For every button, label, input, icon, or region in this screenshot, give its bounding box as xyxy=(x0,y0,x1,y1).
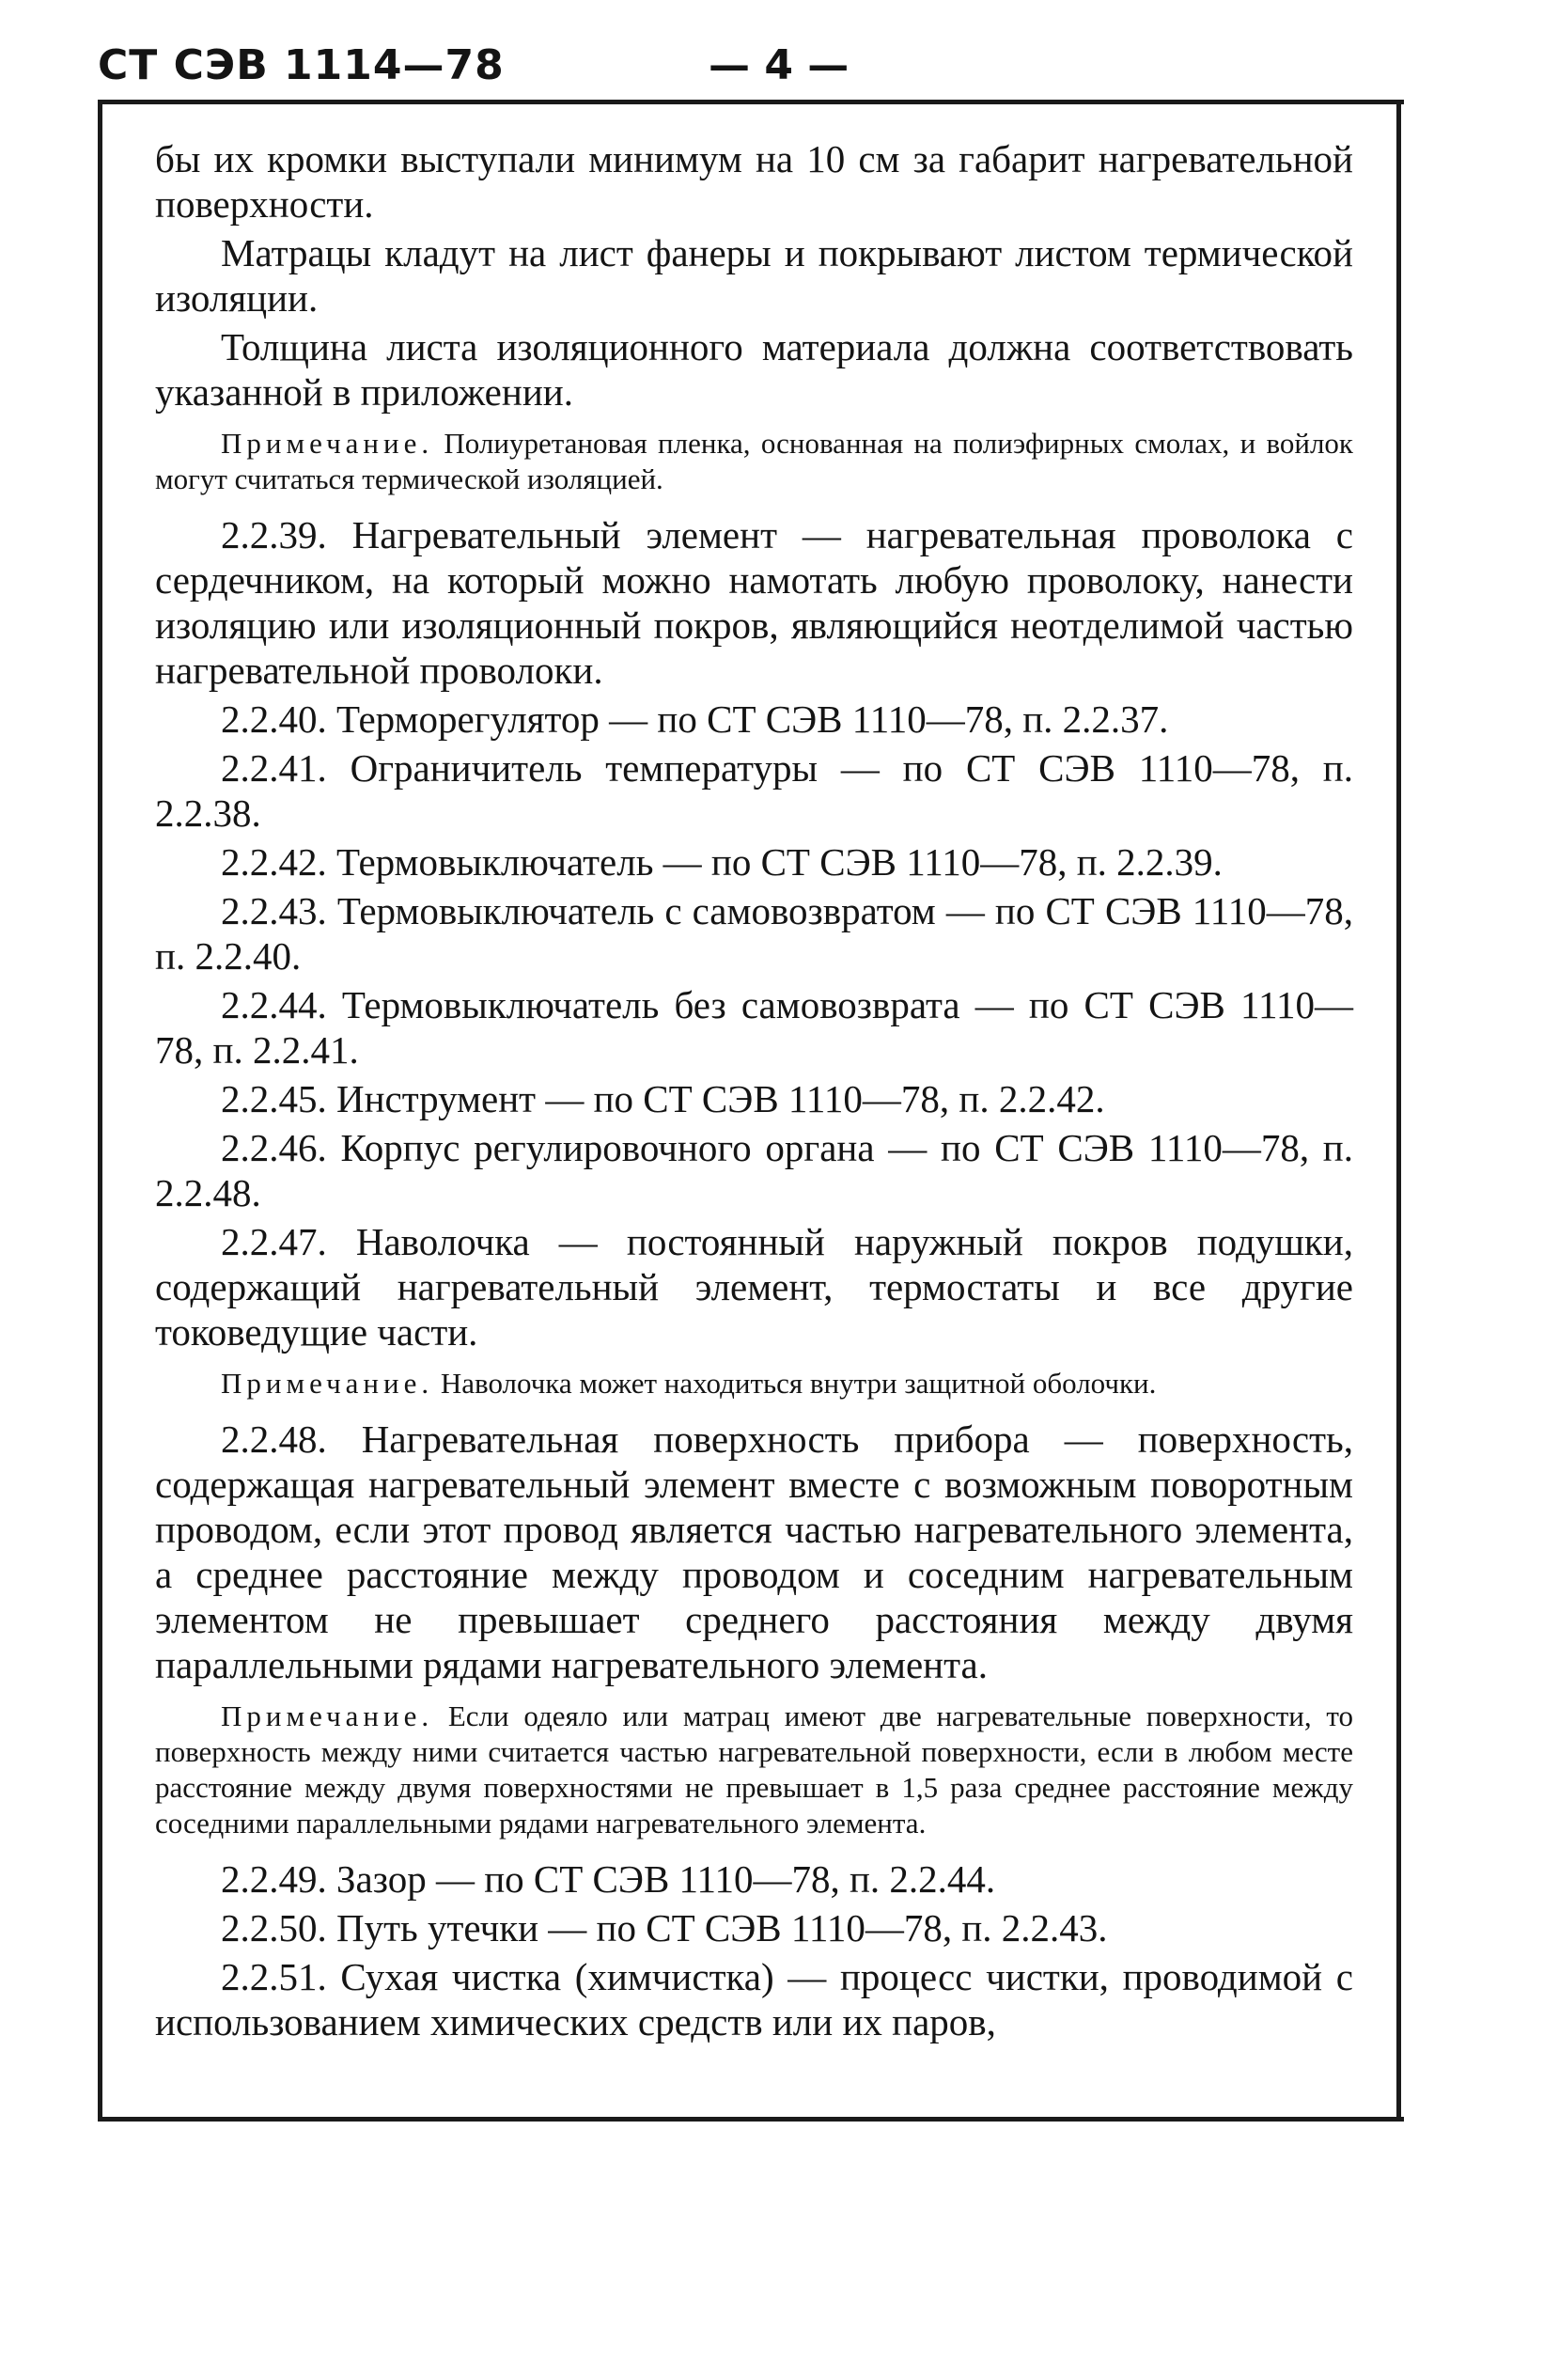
body-paragraph: 2.2.48. Нагревательная поверхность прибора — поверхность, содержащая нагревательный элемент вместе с возможным поворотным проводом, если этот провод является частью нагревательного элемента, а среднее расстояние между проводом и соседним нагревательным элементом не превышает среднего расстояния между двумя параллельными рядами нагревательного элемента. xyxy=(155,1417,1353,1686)
body-paragraph: 2.2.45. Инструмент — по СТ СЭВ 1110—78, п. 2.2.42. xyxy=(221,1077,1105,1120)
page-number: — 4 — xyxy=(709,41,850,89)
body-paragraph: бы их кромки выступали минимум на 10 см за габарит нагревательной поверхности. xyxy=(155,137,1353,226)
body-paragraph: 2.2.39. Нагревательный элемент — нагревательная проволока с сердечником, на который можно намотать любую проволоку, нанести изоляцию или изоляционный покров, являющийся неотделимой частью нагревательной проволоки. xyxy=(155,513,1353,692)
body-paragraph: 2.2.47. Наволочка — постоянный наружный покров подушки, содержащий нагревательный элемент, термостаты и все другие токоведущие части. xyxy=(155,1220,1353,1354)
body-paragraph: 2.2.40. Терморегулятор — по СТ СЭВ 1110—78, п. 2.2.37. xyxy=(221,697,1169,741)
frame-bottom-rule xyxy=(98,2117,1404,2122)
note-text: Наволочка может находиться внутри защитной оболочки. xyxy=(433,1367,1157,1400)
note-label: Примечание. xyxy=(221,1367,434,1400)
note-label: Примечание. xyxy=(221,427,434,460)
document-code: СТ СЭВ 1114—78 xyxy=(98,41,505,89)
body-paragraph: 2.2.43. Термовыключатель с самовозвратом — по СТ СЭВ 1110—78, п. 2.2.40. xyxy=(155,889,1353,978)
body-paragraph: Толщина листа изоляционного материала должна соответствовать указанной в приложении. xyxy=(155,325,1353,414)
frame-left-rule xyxy=(98,100,102,2117)
body-paragraph: Матрацы кладут на лист фанеры и покрывают листом термической изоляции. xyxy=(155,231,1353,320)
body-paragraph: 2.2.51. Сухая чистка (химчистка) — процесс чистки, проводимой с использованием химических средств или их паров, xyxy=(155,1955,1353,2043)
note-paragraph xyxy=(155,1699,1353,1841)
note-paragraph xyxy=(155,1366,1353,1401)
frame-top-rule xyxy=(98,100,1404,104)
body-paragraph: 2.2.46. Корпус регулировочного органа — по СТ СЭВ 1110—78, п. 2.2.48. xyxy=(155,1126,1353,1214)
note-text: Полиуретановая пленка, основанная на полиэфирных смолах, и войлок могут считаться термической изоляцией. xyxy=(155,427,1353,495)
frame-right-rule xyxy=(1396,100,1401,2117)
document-body xyxy=(155,136,1353,2048)
body-paragraph: 2.2.49. Зазор — по СТ СЭВ 1110—78, п. 2.2.44. xyxy=(221,1857,996,1901)
body-paragraph: 2.2.41. Ограничитель температуры — по СТ СЭВ 1110—78, п. 2.2.38. xyxy=(155,746,1353,835)
page-header xyxy=(98,41,1413,107)
note-paragraph xyxy=(155,426,1353,497)
body-paragraph: 2.2.50. Путь утечки — по СТ СЭВ 1110—78, п. 2.2.43. xyxy=(221,1906,1108,1949)
note-text: Если одеяло или матрац имеют две нагревательные поверхности, то поверхность между ними считается частью нагревательной поверхности, если в любом месте расстояние между двумя поверхностями не превышает в 1,5 раза среднее расстояние между соседними параллельными рядами нагревательного элемента. xyxy=(155,1699,1353,1840)
body-paragraph: 2.2.42. Термовыключатель — по СТ СЭВ 1110—78, п. 2.2.39. xyxy=(221,840,1223,884)
body-paragraph: 2.2.44. Термовыключатель без самовозврата — по СТ СЭВ 1110—78, п. 2.2.41. xyxy=(155,983,1353,1072)
note-label: Примечание. xyxy=(221,1699,434,1732)
